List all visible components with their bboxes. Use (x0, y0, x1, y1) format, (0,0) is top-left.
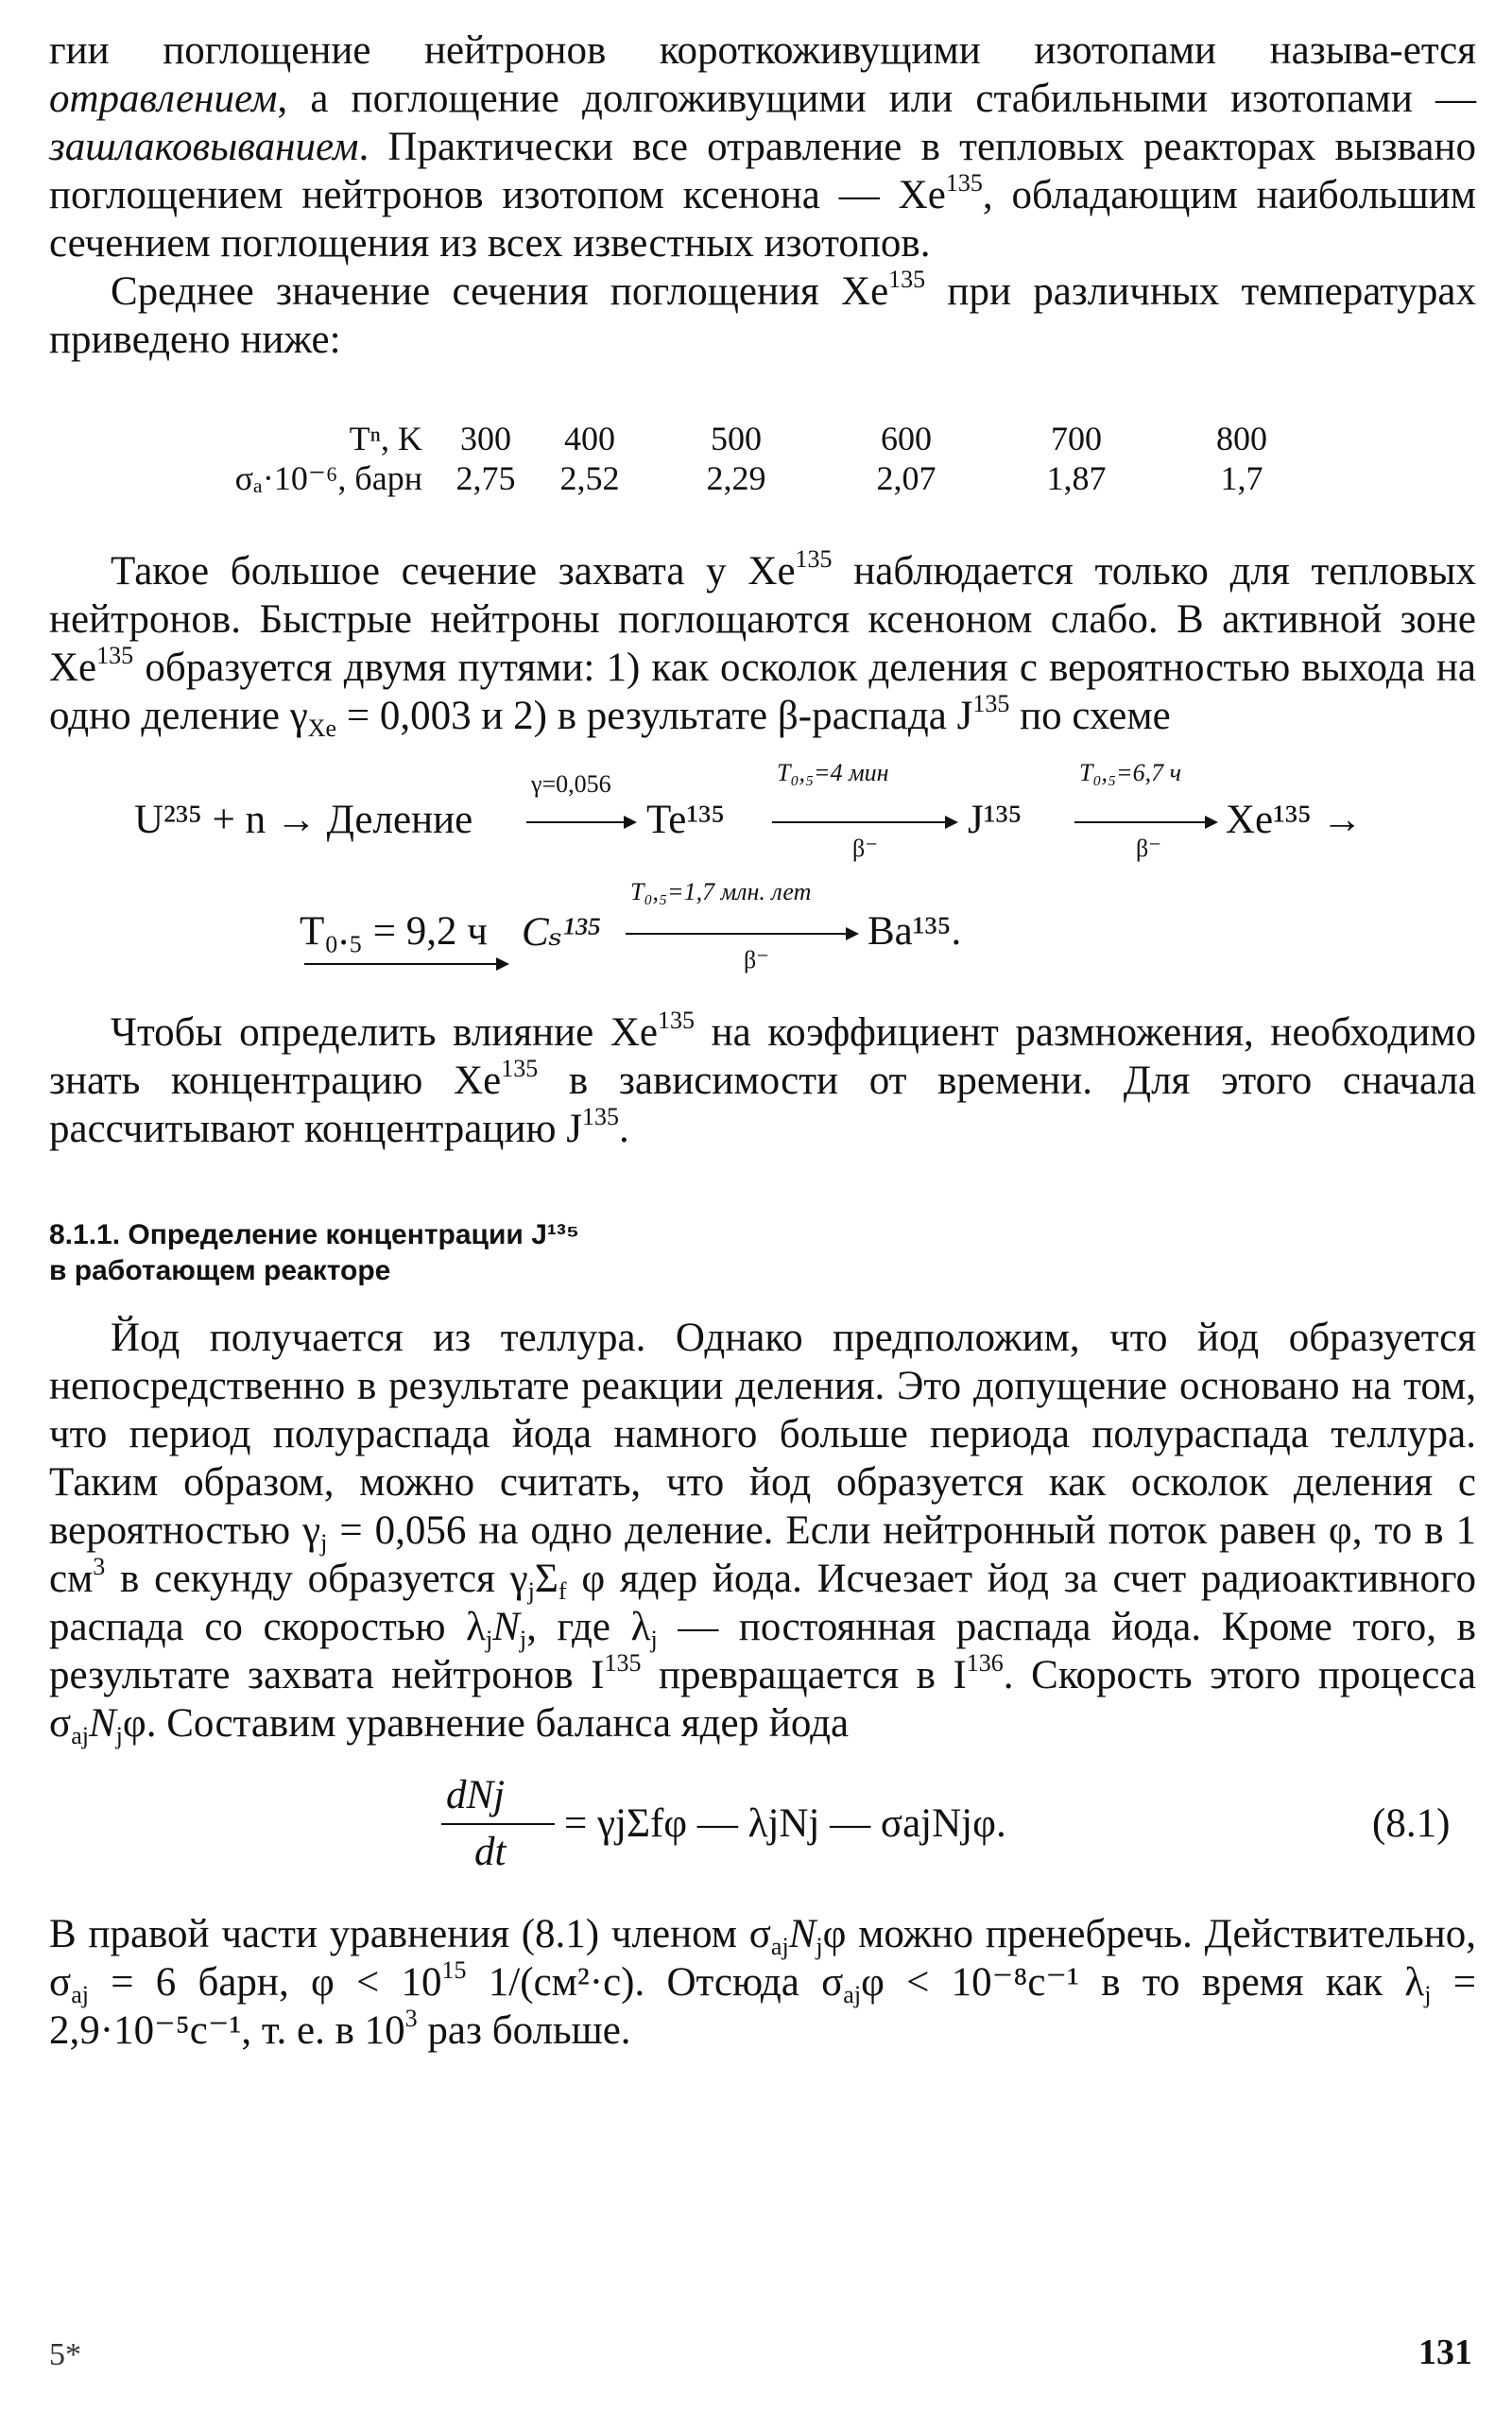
text: φ. Составим уравнение баланса ядер йода (122, 1701, 850, 1746)
text: в секунду образуется γ (105, 1557, 528, 1601)
section-heading (49, 1217, 1476, 1289)
equation-denominator: dt (474, 1830, 507, 1874)
table-cell: 700 (1051, 420, 1102, 457)
row-label: σₐ·10⁻⁶, барн (234, 459, 422, 497)
table-cell: 2,75 (455, 459, 516, 497)
text: Такое большое сечение захвата у Xe (111, 549, 796, 594)
table-cell: 600 (881, 420, 932, 457)
superscript: 15 (441, 1956, 467, 1984)
table-cell: 1,7 (1220, 459, 1263, 497)
scheme-t-half-3: T₀.₅ = 9,2 ч (300, 909, 488, 954)
scheme-arrow (304, 963, 507, 965)
text: φ ядер йода. Исчезает йод за счет радиоактивного распада со скоростью λ (49, 1557, 1476, 1649)
equation-rhs: = γjΣfφ — λjNj — σajNjφ. (564, 1801, 1006, 1846)
decay-scheme (49, 748, 1476, 1003)
subscript: j (1424, 1981, 1432, 2008)
subscript: j (115, 1722, 123, 1749)
scheme-xe135: Xe¹³⁵ → (1226, 798, 1363, 842)
scheme-arrow (1074, 821, 1216, 823)
text: N (492, 1605, 520, 1649)
subscript: j (527, 1577, 535, 1605)
superscript: 135 (582, 1103, 619, 1130)
scheme-beta-2: β⁻ (1136, 835, 1161, 862)
text: , а поглощение долгоживущими или стабильными изотопами — (277, 77, 1476, 121)
text: гии поглощение нейтронов короткоживущими изотопами называ-ется (49, 28, 1476, 73)
superscript: 3 (93, 1553, 106, 1580)
superscript: 136 (966, 1649, 1004, 1677)
superscript: 3 (404, 2005, 418, 2032)
table-cell: 300 (460, 420, 511, 457)
paragraph-5 (49, 1314, 1476, 1748)
paragraph-1 (49, 26, 1476, 267)
text: , обладающим наибольшим сечением поглощения из всех известных изотопов. (49, 173, 1477, 266)
scheme-arrow (526, 821, 635, 823)
table-row-sigma (224, 458, 1313, 498)
table-cell: 800 (1216, 420, 1267, 457)
page-number: 131 (1418, 2333, 1472, 2372)
fraction-line (441, 1823, 555, 1825)
table-cell: 2,07 (876, 459, 936, 497)
row-label: Tⁿ, K (349, 420, 422, 457)
text: 1/(см²·с). Отсюда σ (466, 1960, 844, 2005)
text: φ < 10⁻⁸с⁻¹ в то время как λ (861, 1960, 1425, 2005)
scheme-beta-3: β⁻ (744, 946, 769, 973)
term-slagging: зашлаковыванием (49, 125, 359, 169)
equation-number: (8.1) (1372, 1801, 1451, 1846)
scheme-j135: J¹³⁵ (968, 798, 1022, 842)
table-cell: 1,87 (1046, 459, 1107, 497)
text: наблюдается только для тепловых нейтронов. Быстрые нейтроны поглощаются ксеноном слабо. В активной зоне Xe (49, 549, 1476, 690)
text: Σ (534, 1557, 558, 1601)
superscript: 135 (658, 1007, 695, 1034)
superscript: 135 (972, 690, 1010, 717)
text: — постоянная распада йода. Кроме того, в результате захвата нейтронов I (49, 1605, 1476, 1697)
scheme-t-half-2: T₀,₅=6,7 ч (1079, 759, 1181, 786)
subscript: aj (770, 1933, 789, 1960)
subscript: Xe (307, 715, 337, 742)
text: . (619, 1107, 629, 1151)
text: = 6 барн, φ < 10 (88, 1960, 442, 2005)
text: Среднее значение сечения поглощения Xe (111, 269, 889, 314)
scheme-cs135: Cₛ¹³⁵ (522, 910, 601, 955)
subscript: j (816, 1933, 823, 1960)
subscript: j (519, 1626, 527, 1653)
subscript: aj (71, 1981, 89, 2008)
text: при различных температурах приведено ниже: (49, 269, 1477, 362)
table-cell: 400 (564, 420, 615, 457)
text: раз больше. (417, 2008, 631, 2053)
subscript: aj (71, 1722, 89, 1749)
scheme-t-half-4: T₀,₅=1,7 млн. лет (630, 878, 812, 905)
superscript: 135 (795, 545, 833, 573)
table-cell: 2,52 (559, 459, 620, 497)
text: N (788, 1912, 816, 1956)
text: в зависимости от времени. Для этого сначала рассчитывают концентрацию J (49, 1059, 1476, 1151)
heading-line-2: в работающем реакторе (49, 1255, 391, 1286)
text: N (88, 1701, 116, 1746)
text: В правой части уравнения (8.1) членом σ (49, 1912, 771, 1956)
paragraph-4 (49, 1008, 1476, 1153)
text: , где λ (526, 1605, 651, 1649)
heading-line-1: 8.1.1. Определение концентрации J¹³⁵ (49, 1219, 579, 1250)
subscript: aj (843, 1981, 862, 2008)
paragraph-3 (49, 547, 1476, 740)
table-cell: 500 (711, 420, 762, 457)
scheme-gamma: γ=0,056 (531, 770, 611, 798)
table-row-temperature (224, 419, 1313, 458)
scheme-t-half-1: T₀,₅=4 мин (777, 759, 889, 786)
scheme-te135: Te¹³⁵ (646, 798, 726, 842)
paragraph-6 (49, 1910, 1476, 2055)
text: Йод получается из теллура. Однако предположим, что йод образуется непосредственно в результате реакции деления. Это допущение основано на том, что период полураспада йода намного больше периода полураспада теллура. Таким образом, можно считать, что йод образуется как осколок деления с вероятностью γ (49, 1316, 1476, 1553)
text: φ можно пренебречь. Действительно, σ (49, 1912, 1477, 2005)
text: на коэффициент размножения, необходимо знать концентрацию Xe (49, 1010, 1476, 1103)
text: Чтобы определить влияние Xe (111, 1010, 658, 1055)
superscript: 135 (604, 1649, 642, 1677)
term-poisoning: отравлением (49, 77, 278, 121)
printer-signature: 5* (49, 2337, 81, 2372)
scheme-arrow (772, 821, 956, 823)
scheme-arrow (626, 933, 857, 935)
superscript: 135 (96, 642, 134, 669)
text: = 2,9·10⁻⁵с⁻¹, т. е. в 10 (49, 1960, 1477, 2053)
scheme-u235: U²³⁵ + n → Деление (134, 798, 473, 842)
text: = 0,056 на одно деление. Если нейтронный поток равен φ, то в 1 см (49, 1508, 1476, 1601)
text: образуется двумя путями: 1) как осколок деления с вероятностью выхода на одно деление γ (49, 646, 1476, 738)
paragraph-2 (49, 267, 1476, 364)
subscript: f (558, 1577, 567, 1605)
superscript: 135 (945, 169, 983, 197)
text: по схеме (1009, 694, 1171, 738)
cross-section-table (224, 419, 1313, 498)
subscript: j (320, 1529, 328, 1557)
scheme-beta-1: β⁻ (852, 835, 878, 862)
text: превращается в I (641, 1653, 967, 1697)
superscript: 135 (888, 266, 926, 293)
equation-8-1 (49, 1768, 1476, 1882)
subscript: j (486, 1626, 493, 1653)
superscript: 135 (501, 1055, 539, 1082)
subscript: j (650, 1626, 658, 1653)
equation-numerator: dNj (446, 1773, 506, 1817)
table-cell: 2,29 (706, 459, 766, 497)
text: . Скорость этого процесса σ (49, 1653, 1476, 1746)
scheme-ba135: Ba¹³⁵. (868, 909, 962, 954)
text: = 0,003 и 2) в результате β-распада J (336, 694, 973, 738)
page-content (49, 26, 1476, 2055)
text: . Практически все отравление в тепловых реакторах вызвано поглощением нейтронов изотопом ксенона — Xe (49, 125, 1476, 217)
